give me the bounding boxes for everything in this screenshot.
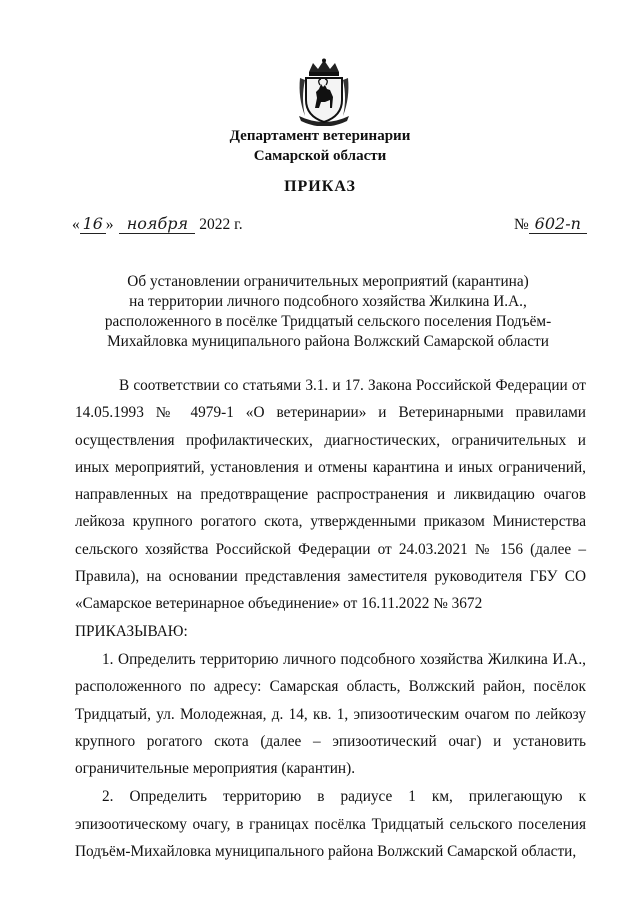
date-close-quote: » (105, 216, 114, 233)
order-item-1: 1. Определить территорию личного подсобного хозяйства Жилкина И.А., расположенного по адресу: Самарская область, Волжский район, посёлок Тридцатый, ул. Молодежная, д. 14, кв. 1, эпизоотическим очагом по лейкозу крупного рогатого скота (далее – эпизоотический очаг) и установить ограничительные мероприятия (карантин). (75, 650, 586, 778)
order-date (72, 214, 243, 234)
date-day-handwritten: 16 (80, 214, 106, 234)
department-line-1: Департамент ветеринарии (229, 128, 411, 144)
subject-line-3: расположенного в посёлке Тридцатый сельского поселения Подъём- (104, 313, 552, 330)
order-number (514, 214, 587, 234)
order-body (75, 372, 586, 865)
date-month-handwritten: ноября (119, 214, 195, 234)
document-type-title: ПРИКАЗ (284, 178, 356, 195)
department-line-2: Самарской области (253, 148, 387, 164)
coat-of-arms-icon (297, 58, 351, 126)
order-subject (72, 272, 584, 352)
number-value-handwritten: 602-п (529, 214, 587, 234)
subject-line-2: на территории личного подсобного хозяйства Жилкина И.А., (129, 293, 527, 310)
order-keyword: ПРИКАЗЫВАЮ: (75, 622, 188, 640)
order-item-2: 2. Определить территорию в радиусе 1 км, прилегающую к эпизоотическому очагу, в границах посёлка Тридцатый сельского поселения Подъём-Михайловка муниципального района Волжский Самарской области, (75, 788, 586, 861)
subject-line-4: Михайловка муниципального района Волжский Самарской области (107, 333, 549, 350)
preamble-paragraph: В соответствии со статьями 3.1. и 17. Закона Российской Федерации от 14.05.1993 № 4979-1 «О ветеринарии» и Ветеринарными правилами осуществления профилактических, диагностических, ограничительных и иных мероприятий, установления и отмены карантина и иных ограничений, направленных на предотвращение распространения и ликвидацию очагов лейкоза крупного рогатого скота, утвержденными приказом Министерства сельского хозяйства Российской Федерации от 24.03.2021 № 156 (далее – Правила), на основании представления заместителя руководителя ГБУ СО «Самарское ветеринарное объединение» от 16.11.2022 № 3672 (75, 377, 586, 613)
date-open-quote: « (72, 216, 80, 233)
date-year: 2022 г. (199, 216, 243, 233)
number-prefix: № (514, 216, 529, 233)
subject-line-1: Об установлении ограничительных мероприятий (карантина) (127, 273, 529, 290)
department-name (0, 126, 640, 166)
